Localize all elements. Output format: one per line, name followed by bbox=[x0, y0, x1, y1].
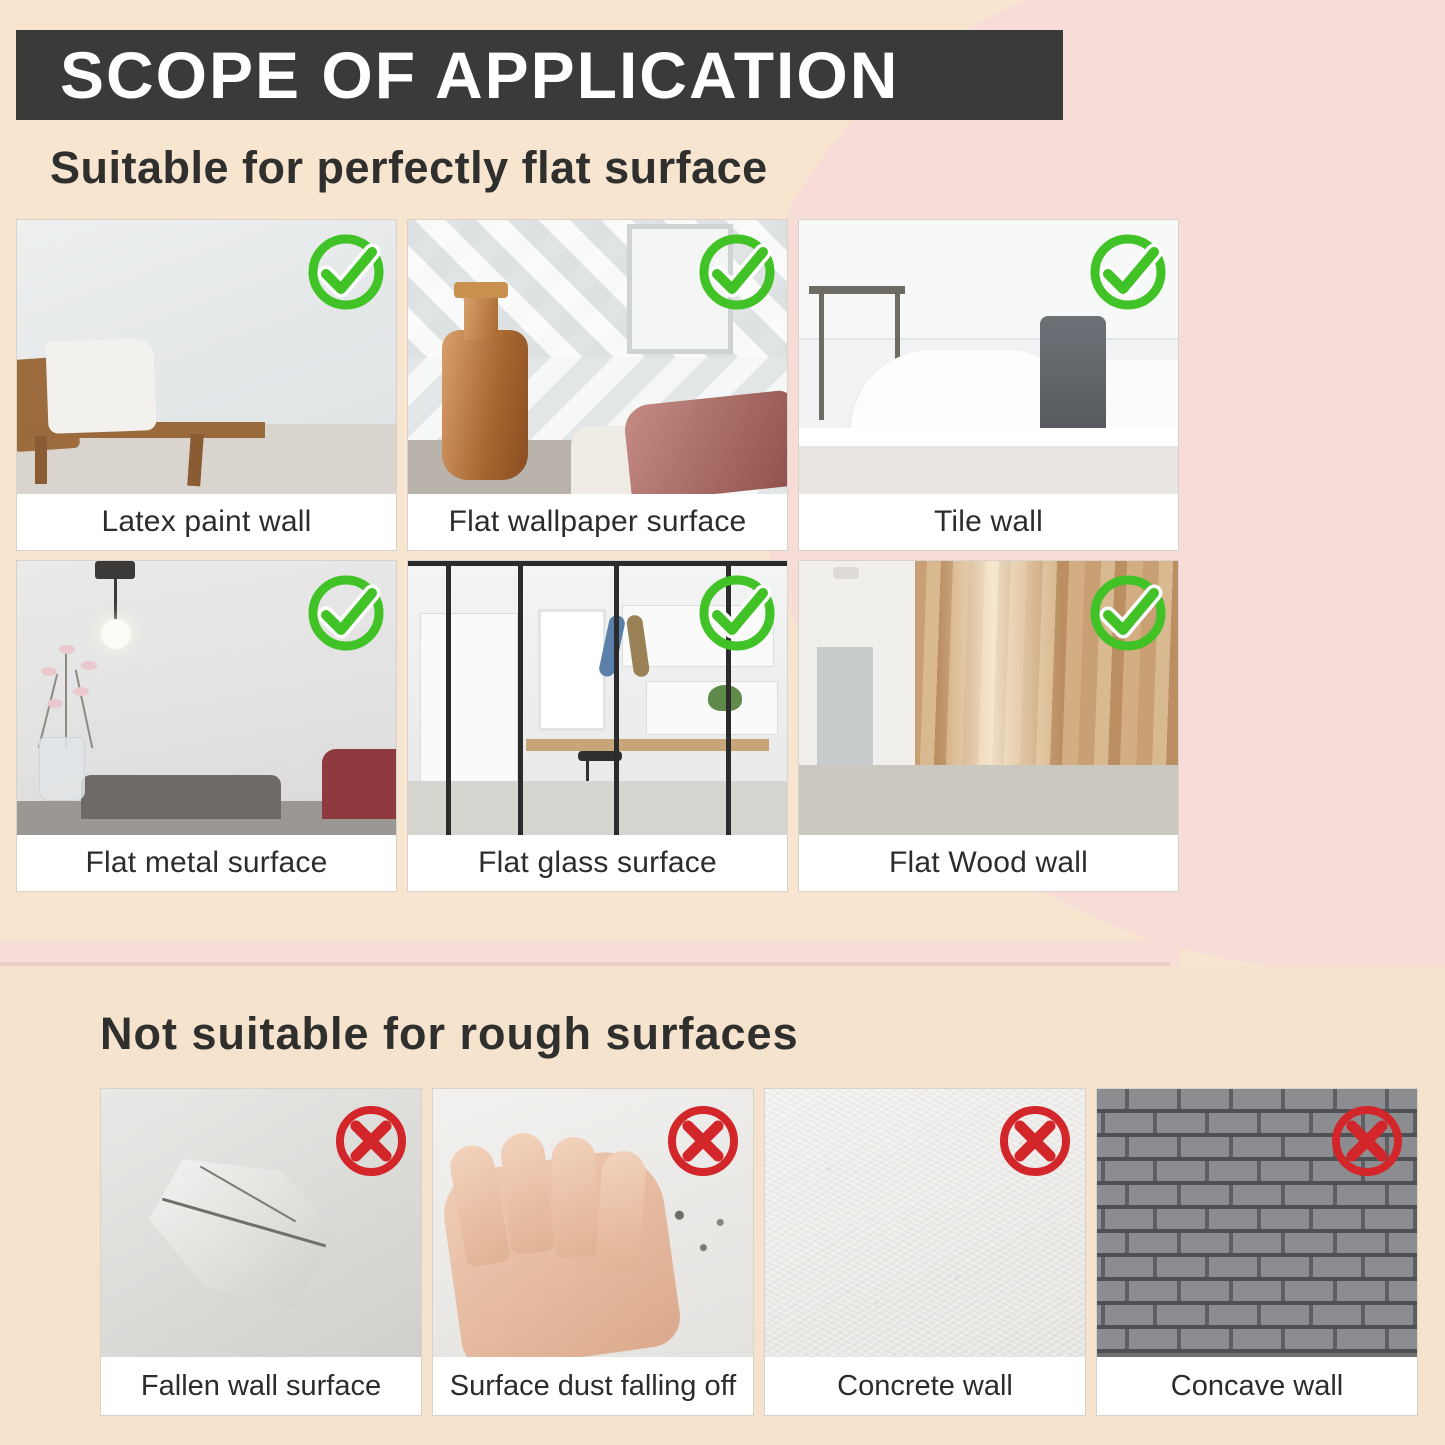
card-caption: Flat Wood wall bbox=[799, 835, 1178, 891]
suitable-row-1 bbox=[16, 219, 1191, 551]
card-latex-paint-wall[interactable] bbox=[16, 219, 397, 551]
card-caption: Flat wallpaper surface bbox=[408, 494, 787, 550]
card-concrete-wall[interactable] bbox=[764, 1088, 1086, 1416]
suitable-subtitle: Suitable for perfectly flat surface bbox=[50, 142, 768, 193]
section-divider bbox=[0, 962, 1170, 966]
card-flat-wood-wall[interactable] bbox=[798, 560, 1179, 892]
card-concave-wall[interactable] bbox=[1096, 1088, 1418, 1416]
check-mark-icon bbox=[1086, 571, 1170, 655]
suitable-grid bbox=[16, 219, 1191, 892]
check-mark-icon bbox=[304, 571, 388, 655]
card-caption: Tile wall bbox=[799, 494, 1178, 550]
check-mark-icon bbox=[304, 230, 388, 314]
card-caption: Fallen wall surface bbox=[101, 1357, 421, 1415]
card-tile-wall[interactable] bbox=[798, 219, 1179, 551]
cross-mark-icon bbox=[661, 1099, 745, 1183]
card-caption: Concrete wall bbox=[765, 1357, 1085, 1415]
card-caption: Flat metal surface bbox=[17, 835, 396, 891]
check-mark-icon bbox=[1086, 230, 1170, 314]
not-suitable-subtitle: Not suitable for rough surfaces bbox=[100, 1008, 799, 1059]
card-caption: Concave wall bbox=[1097, 1357, 1417, 1415]
page-title: SCOPE OF APPLICATION bbox=[60, 38, 900, 112]
card-flat-wallpaper-surface[interactable] bbox=[407, 219, 788, 551]
suitable-row-2 bbox=[16, 560, 1191, 892]
card-caption: Flat glass surface bbox=[408, 835, 787, 891]
card-flat-metal-surface[interactable] bbox=[16, 560, 397, 892]
card-flat-glass-surface[interactable] bbox=[407, 560, 788, 892]
cross-mark-icon bbox=[993, 1099, 1077, 1183]
check-mark-icon bbox=[695, 571, 779, 655]
not-suitable-grid bbox=[100, 1088, 1418, 1416]
cross-mark-icon bbox=[329, 1099, 413, 1183]
card-surface-dust-falling-off[interactable] bbox=[432, 1088, 754, 1416]
card-caption: Surface dust falling off bbox=[433, 1357, 753, 1415]
card-fallen-wall-surface[interactable] bbox=[100, 1088, 422, 1416]
cross-mark-icon bbox=[1325, 1099, 1409, 1183]
page-title-band bbox=[16, 30, 1063, 120]
card-caption: Latex paint wall bbox=[17, 494, 396, 550]
check-mark-icon bbox=[695, 230, 779, 314]
